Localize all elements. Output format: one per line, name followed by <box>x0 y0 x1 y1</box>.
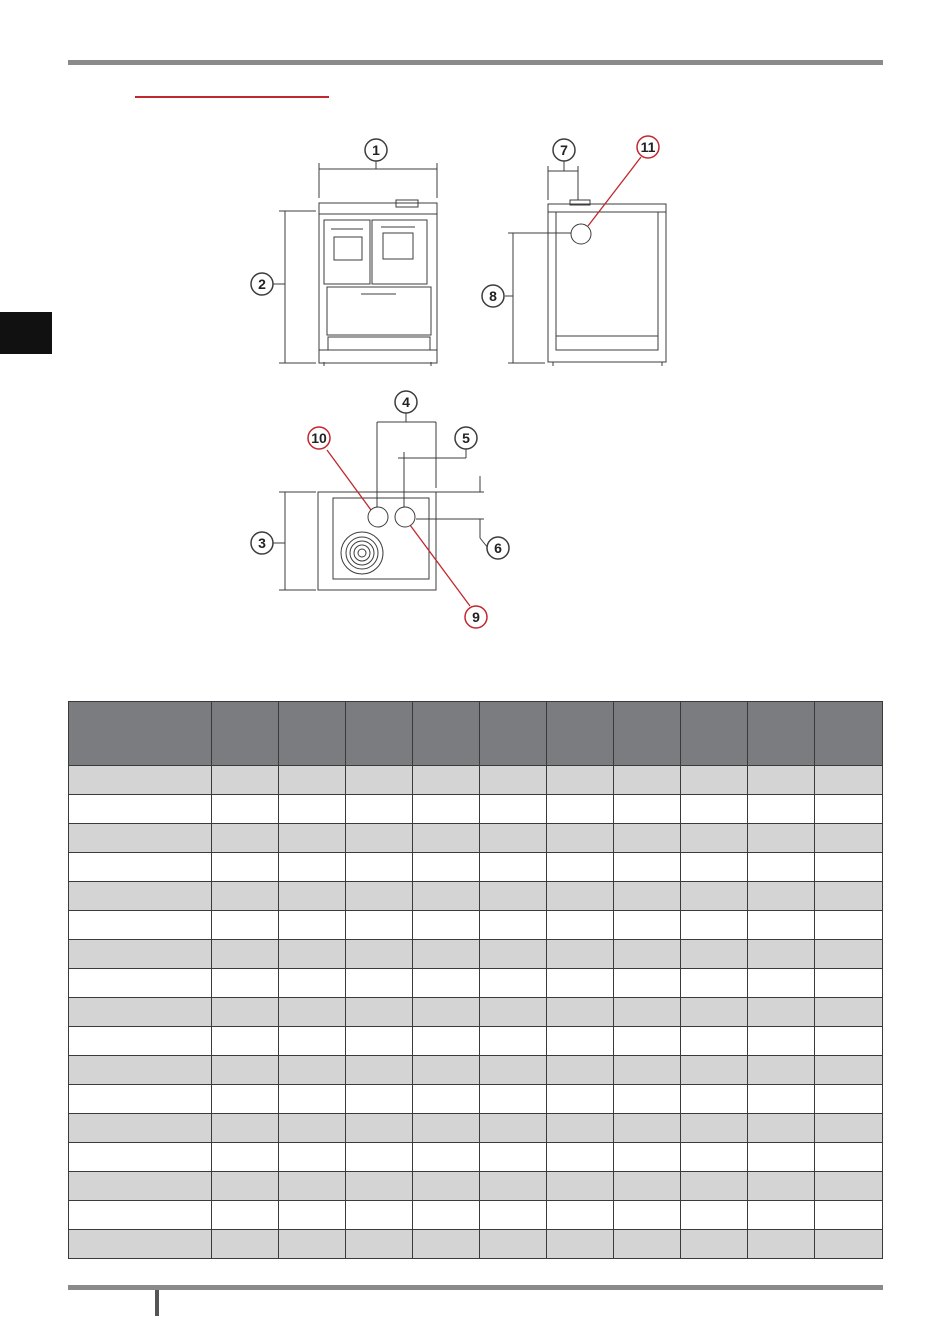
table-cell <box>479 1056 546 1085</box>
table-cell <box>345 1230 412 1259</box>
table-row <box>69 1230 883 1259</box>
table-cell <box>814 1114 882 1143</box>
table-cell <box>613 940 680 969</box>
table-row <box>69 1114 883 1143</box>
table-cell <box>69 940 212 969</box>
table-cell <box>211 882 278 911</box>
table-cell <box>747 1114 814 1143</box>
table-cell <box>814 882 882 911</box>
table-cell <box>345 911 412 940</box>
table-cell <box>345 1056 412 1085</box>
table-cell <box>412 795 479 824</box>
table-cell <box>412 882 479 911</box>
table-cell <box>613 1172 680 1201</box>
header-cell <box>412 702 479 766</box>
table-cell <box>211 998 278 1027</box>
table-cell <box>412 1027 479 1056</box>
table-cell <box>546 795 613 824</box>
table-row <box>69 911 883 940</box>
table-cell <box>479 911 546 940</box>
table-cell <box>345 882 412 911</box>
table-cell <box>278 1143 345 1172</box>
table-cell <box>479 940 546 969</box>
table-cell <box>69 824 212 853</box>
table-row <box>69 969 883 998</box>
table-cell <box>211 911 278 940</box>
header-cell <box>814 702 882 766</box>
table-cell <box>546 1114 613 1143</box>
table-cell <box>680 766 747 795</box>
table-cell <box>69 998 212 1027</box>
flue-outlet-top-b <box>395 507 415 527</box>
table-cell <box>211 1201 278 1230</box>
table-cell <box>613 824 680 853</box>
header-cell <box>69 702 212 766</box>
table-cell <box>747 1085 814 1114</box>
bottom-rule <box>68 1285 883 1290</box>
table-cell <box>69 1114 212 1143</box>
header-cell <box>278 702 345 766</box>
table-cell <box>546 1172 613 1201</box>
table-cell <box>546 1201 613 1230</box>
table-cell <box>546 1085 613 1114</box>
table-cell <box>345 1114 412 1143</box>
table-cell <box>412 1085 479 1114</box>
table-cell <box>546 940 613 969</box>
header-cell <box>680 702 747 766</box>
table-cell <box>211 766 278 795</box>
table-cell <box>747 998 814 1027</box>
flue-outlet-rear <box>571 224 591 244</box>
table-cell <box>479 853 546 882</box>
table-cell <box>479 1172 546 1201</box>
table-cell <box>69 795 212 824</box>
table-cell <box>680 882 747 911</box>
callout-9: 9 <box>472 609 480 625</box>
table-cell <box>814 998 882 1027</box>
table-cell <box>211 969 278 998</box>
front-view <box>319 200 437 366</box>
table-cell <box>546 882 613 911</box>
header-cell <box>613 702 680 766</box>
table-row <box>69 853 883 882</box>
callout-3: 3 <box>258 535 266 551</box>
table-cell <box>69 1201 212 1230</box>
table-cell <box>211 1085 278 1114</box>
table-cell <box>278 766 345 795</box>
table-cell <box>412 1230 479 1259</box>
table-cell <box>412 766 479 795</box>
table-cell <box>412 1114 479 1143</box>
callout-11: 11 <box>640 139 656 155</box>
table-cell <box>613 1114 680 1143</box>
table-cell <box>211 1027 278 1056</box>
table-cell <box>69 1172 212 1201</box>
table-cell <box>747 1201 814 1230</box>
header-cell <box>747 702 814 766</box>
table-cell <box>814 1056 882 1085</box>
table-body <box>69 766 883 1259</box>
table-cell <box>479 1027 546 1056</box>
table-cell <box>814 911 882 940</box>
table-cell <box>814 766 882 795</box>
table-cell <box>613 998 680 1027</box>
table-cell <box>345 1201 412 1230</box>
table-cell <box>613 1201 680 1230</box>
table-cell <box>680 1201 747 1230</box>
table-cell <box>412 1143 479 1172</box>
table-cell <box>345 969 412 998</box>
table-cell <box>680 998 747 1027</box>
table-cell <box>747 853 814 882</box>
table-cell <box>680 824 747 853</box>
callout-7: 7 <box>560 142 568 158</box>
table-cell <box>747 882 814 911</box>
table-cell <box>69 1085 212 1114</box>
table-cell <box>278 1114 345 1143</box>
table-cell <box>278 911 345 940</box>
table-cell <box>278 882 345 911</box>
table-cell <box>546 998 613 1027</box>
table-cell <box>546 766 613 795</box>
table-cell <box>278 1230 345 1259</box>
table-cell <box>479 1143 546 1172</box>
table-cell <box>278 1027 345 1056</box>
table-cell <box>345 1143 412 1172</box>
table-cell <box>345 853 412 882</box>
table-row <box>69 795 883 824</box>
table-cell <box>345 1085 412 1114</box>
table-cell <box>747 795 814 824</box>
table-cell <box>278 1172 345 1201</box>
table-cell <box>69 1143 212 1172</box>
table-cell <box>211 1143 278 1172</box>
table-cell <box>680 795 747 824</box>
table-row <box>69 940 883 969</box>
table-cell <box>814 1027 882 1056</box>
table-cell <box>412 998 479 1027</box>
header-cell <box>479 702 546 766</box>
table-cell <box>613 1143 680 1172</box>
table-cell <box>479 1230 546 1259</box>
table-cell <box>69 882 212 911</box>
table-cell <box>345 1172 412 1201</box>
table-cell <box>345 824 412 853</box>
table-cell <box>546 1027 613 1056</box>
table-cell <box>278 1056 345 1085</box>
table-cell <box>747 969 814 998</box>
callout-2: 2 <box>258 276 266 292</box>
table-row <box>69 1201 883 1230</box>
table-cell <box>412 1201 479 1230</box>
table-cell <box>680 969 747 998</box>
callout-8: 8 <box>489 288 497 304</box>
table-cell <box>69 1056 212 1085</box>
header-cell <box>345 702 412 766</box>
table-cell <box>814 853 882 882</box>
table-cell <box>479 1114 546 1143</box>
table-cell <box>345 998 412 1027</box>
table-cell <box>479 882 546 911</box>
table-cell <box>546 853 613 882</box>
table-cell <box>680 911 747 940</box>
table-cell <box>680 1114 747 1143</box>
table-cell <box>278 1085 345 1114</box>
table-cell <box>278 824 345 853</box>
table-row <box>69 766 883 795</box>
table-cell <box>613 795 680 824</box>
table-cell <box>814 1143 882 1172</box>
table-cell <box>412 824 479 853</box>
page-number-marker <box>155 1290 159 1316</box>
table-cell <box>680 1172 747 1201</box>
table-cell <box>345 940 412 969</box>
table-cell <box>412 853 479 882</box>
table-cell <box>69 911 212 940</box>
table-cell <box>747 1027 814 1056</box>
table-cell <box>69 1027 212 1056</box>
table-cell <box>211 1172 278 1201</box>
table-cell <box>479 795 546 824</box>
table-cell <box>69 969 212 998</box>
table-cell <box>278 795 345 824</box>
header-cell <box>546 702 613 766</box>
table-row <box>69 882 883 911</box>
table-cell <box>814 1085 882 1114</box>
table-cell <box>546 969 613 998</box>
table-row <box>69 824 883 853</box>
table-cell <box>345 1027 412 1056</box>
table-row <box>69 1056 883 1085</box>
table-cell <box>680 1085 747 1114</box>
dimensions-table <box>68 701 883 1259</box>
table-cell <box>613 969 680 998</box>
table-cell <box>345 795 412 824</box>
table-cell <box>412 1172 479 1201</box>
table-row <box>69 1027 883 1056</box>
table-cell <box>278 998 345 1027</box>
table-cell <box>546 824 613 853</box>
table-cell <box>345 766 412 795</box>
table-cell <box>479 998 546 1027</box>
table-cell <box>278 853 345 882</box>
table-cell <box>479 969 546 998</box>
table-row <box>69 1085 883 1114</box>
flue-outlet-top-a <box>368 507 388 527</box>
callout-10: 10 <box>311 430 327 446</box>
table-cell <box>412 1056 479 1085</box>
table-cell <box>747 1172 814 1201</box>
table-cell <box>613 1230 680 1259</box>
table-cell <box>546 1056 613 1085</box>
table-cell <box>211 1230 278 1259</box>
table-cell <box>546 1230 613 1259</box>
table-cell <box>412 911 479 940</box>
table-cell <box>680 940 747 969</box>
table-cell <box>747 766 814 795</box>
table-cell <box>479 766 546 795</box>
table-cell <box>747 1056 814 1085</box>
table-cell <box>680 1230 747 1259</box>
callout-5: 5 <box>462 430 470 446</box>
table-cell <box>613 1085 680 1114</box>
table-cell <box>680 1027 747 1056</box>
table-cell <box>412 940 479 969</box>
table-cell <box>211 1056 278 1085</box>
table-cell <box>479 1085 546 1114</box>
table-cell <box>747 1143 814 1172</box>
table-cell <box>680 853 747 882</box>
table-cell <box>814 824 882 853</box>
table-cell <box>69 1230 212 1259</box>
table-cell <box>546 1143 613 1172</box>
table-cell <box>278 940 345 969</box>
table-cell <box>613 766 680 795</box>
side-view <box>548 200 666 366</box>
table-cell <box>747 824 814 853</box>
table-cell <box>680 1143 747 1172</box>
table-cell <box>814 795 882 824</box>
callout-1: 1 <box>372 142 380 158</box>
table-cell <box>814 969 882 998</box>
table-cell <box>211 853 278 882</box>
callout-4: 4 <box>402 394 410 410</box>
table-cell <box>613 882 680 911</box>
table-cell <box>546 911 613 940</box>
table-cell <box>613 911 680 940</box>
header-cell <box>211 702 278 766</box>
table-row <box>69 998 883 1027</box>
table-cell <box>814 1172 882 1201</box>
table-cell <box>211 1114 278 1143</box>
table-cell <box>278 1201 345 1230</box>
table-cell <box>814 1201 882 1230</box>
table-header-row <box>69 702 883 766</box>
table-cell <box>747 940 814 969</box>
table-cell <box>211 795 278 824</box>
table-cell <box>69 853 212 882</box>
table-cell <box>69 766 212 795</box>
table-cell <box>613 853 680 882</box>
table-cell <box>613 1056 680 1085</box>
table-cell <box>278 969 345 998</box>
table-row <box>69 1172 883 1201</box>
table-cell <box>613 1027 680 1056</box>
table-cell <box>211 824 278 853</box>
table-cell <box>747 1230 814 1259</box>
table-cell <box>211 940 278 969</box>
table-cell <box>479 824 546 853</box>
table-row <box>69 1143 883 1172</box>
table-cell <box>814 940 882 969</box>
callout-6: 6 <box>494 540 502 556</box>
table-cell <box>680 1056 747 1085</box>
table-cell <box>747 911 814 940</box>
table-cell <box>412 969 479 998</box>
table-cell <box>814 1230 882 1259</box>
table-cell <box>479 1201 546 1230</box>
